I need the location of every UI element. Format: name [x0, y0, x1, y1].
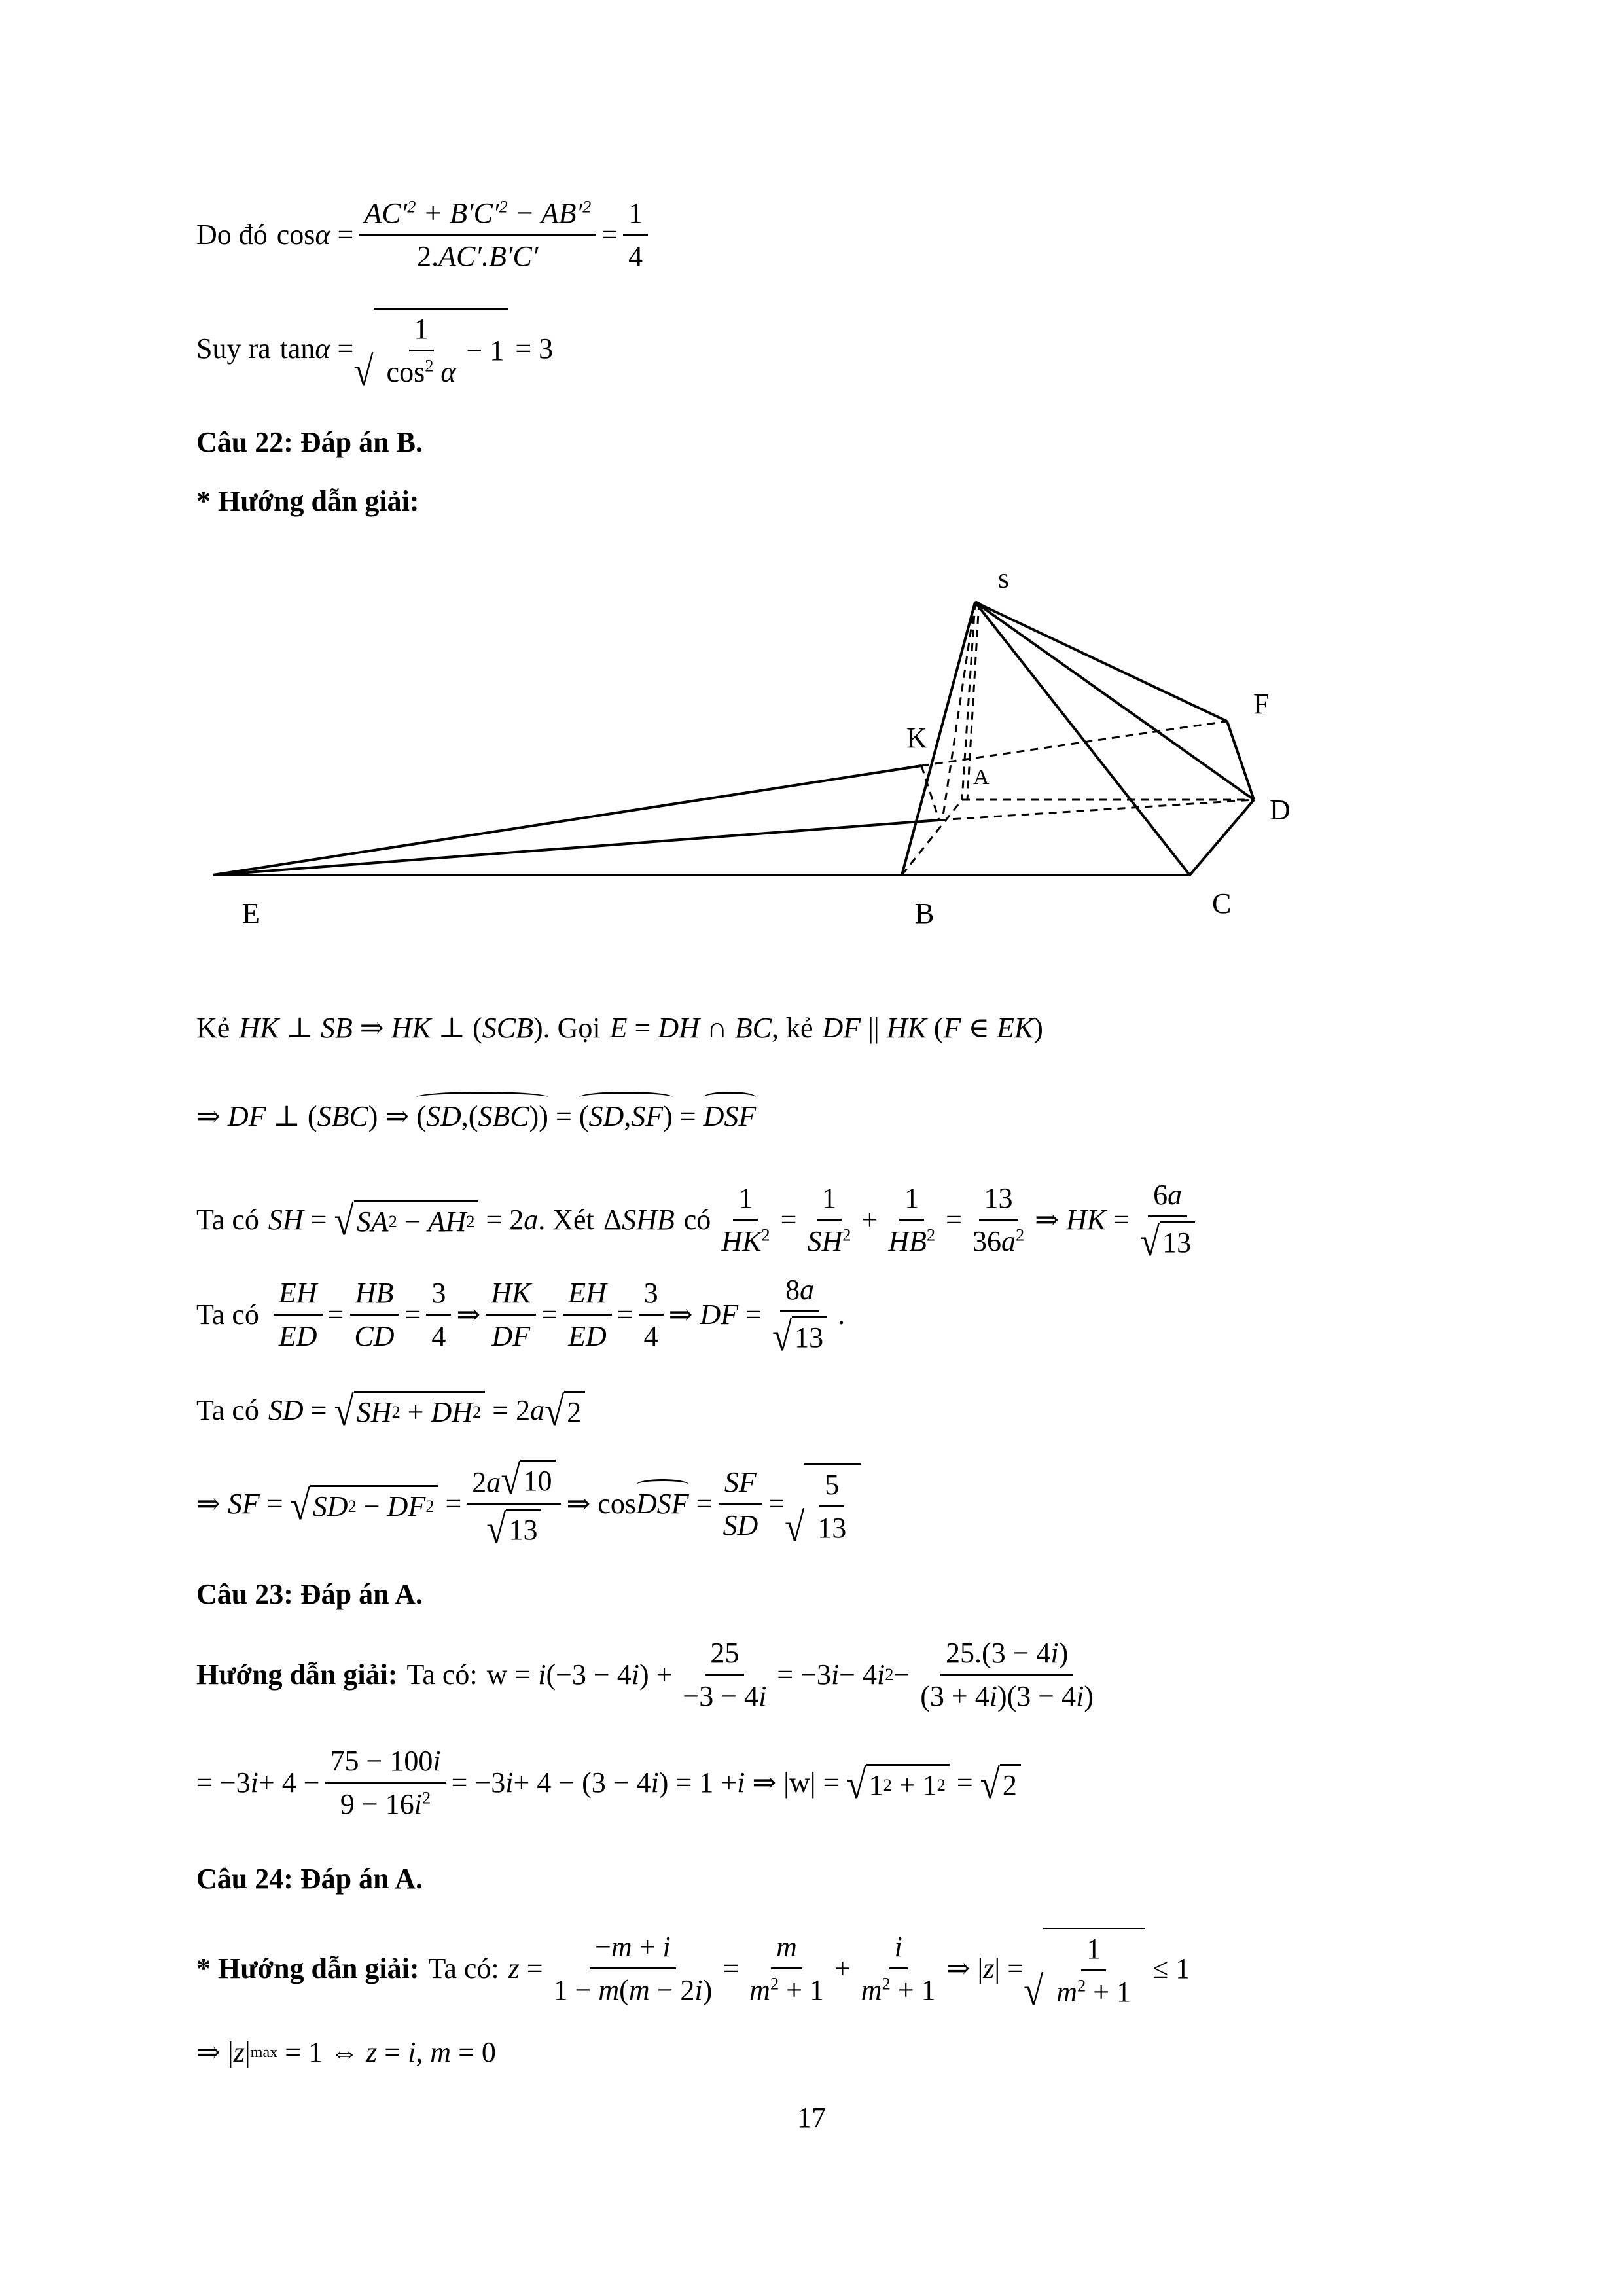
q22-line-5: Ta có SD = √ SH 2 + DH 2 = 2 a √ 2 [196, 1391, 585, 1429]
edge-e-k [213, 766, 921, 875]
edge-d-c [1190, 800, 1254, 875]
label-s: s [998, 562, 1010, 594]
q22-line-6: ⇒ SF = √ SD 2 − DF 2 = 2a √ 10 √ 13 ⇒ cos DSF = $\frac{SF}{SD}$ = √ $\frac{5}{13}$ [196, 1460, 861, 1548]
one-quarter-fraction: $\frac{1}{4}$ [623, 196, 648, 273]
q24-line-1: * Hướng dẫn giải: Ta có: z = $\frac{-m + i}{1 - m(m - 2i)}$ = $\frac{m}{m^2 + 1}$ + $\frac{i}{m^2 + 1}$ ⇒ | z | = √ $\frac{1}{m^2 + 1}$ ≤ 1 [196, 1928, 1190, 2009]
label-d: D [1270, 794, 1291, 826]
q24-line-2: ⇒ | z | max = 1 ⇔ z = i , m = 0 [196, 2036, 496, 2068]
suy-ra-text: Suy ra [196, 332, 271, 365]
label-f: F [1253, 688, 1270, 720]
q23-title: Câu 23: Đáp án A. [196, 1578, 423, 1610]
hidden-h-d [939, 800, 1254, 820]
label-b: B [915, 897, 935, 929]
edge-f-d [1227, 721, 1254, 800]
q22-line-1: Kẻ HK ⊥ SB ⇒ HK ⊥ ( SCB ) . Gọi E = DH ∩ BC , kẻ DF || HK ( F ∈ EK ) [196, 1012, 1043, 1044]
edge-s-c [975, 602, 1190, 875]
edge-s-f [975, 602, 1227, 721]
label-k: K [906, 722, 927, 754]
label-c: C [1212, 888, 1232, 920]
page-number: 17 [797, 2102, 826, 2134]
q24-title: Câu 24: Đáp án A. [196, 1863, 423, 1895]
do-do-text: Do đó [196, 219, 268, 251]
tan-alpha-line: Suy ra tanα = √ $\frac{1}{\cos^2 \alpha}$ − 1 = 3 [196, 308, 553, 389]
q22-title: Câu 22: Đáp án B. [196, 426, 423, 458]
q22-line-2: ⇒ DF ⊥ ( SBC ) ⇒ (SD,(SBC)) = (SD,SF) = DSF [196, 1100, 757, 1132]
q23-line-1: Hướng dẫn giải: Ta có: w = i (−3 − 4 i ) + $\frac{25}{-3 - 4i}$ = −3 i − 4 i 2 − $\frac{25.(3 - 4i)}{(3 + 4i)(3 - 4i)}$ [196, 1637, 1094, 1712]
label-a: A [973, 765, 990, 789]
q22-line-3: Ta có SH = √ SA 2 − AH 2 = 2 a . Xét Δ SHB có $\frac{1}{HK^2}$ = $\frac{1}{SH^2}$ + $\frac{1}{HB^2}$ = $\frac{13}{36a^2}$ ⇒ HK = 6a √ 13 [196, 1178, 1205, 1261]
q22-line-4: Ta có $\frac{EH}{ED}$ = $\frac{HB}{CD}$ = $\frac{3}{4}$ ⇒ $\frac{HK}{DF}$ = $\frac{EH}{ED}$ = $\frac{3}{4}$ ⇒ DF = 8a √ 13 . [196, 1274, 846, 1359]
edge-e-h [213, 820, 939, 875]
cos-alpha-fraction: $\frac{AC'^2 + B'C'^2 - AB'^2}{2.AC'.B'C'}$ [359, 196, 596, 273]
q22-guide: * Hướng dẫn giải: [196, 485, 419, 517]
pyramid-figure [0, 0, 1623, 982]
cos-alpha-formula: cosα = [276, 219, 354, 251]
label-e: E [242, 897, 260, 929]
edge-s-d [975, 602, 1254, 800]
q23-line-2: = −3 i + 4 − $\frac{75 - 100i}{9 - 16i^2}$ = −3 i + 4 − (3 − 4 i ) = 1 + i ⇒ |w| = √ 1 2 + 1 2 = √ 2 [196, 1744, 1021, 1821]
hidden-s-h [942, 602, 975, 820]
cos-alpha-line: Do đó cosα = $\frac{AC'^2 + B'C'^2 - AB'^2}{2.AC'.B'C'}$ = $\frac{1}{4}$ [196, 196, 653, 273]
tan-sqrt: √ $\frac{1}{\cos^2 \alpha}$ − 1 [353, 308, 508, 389]
